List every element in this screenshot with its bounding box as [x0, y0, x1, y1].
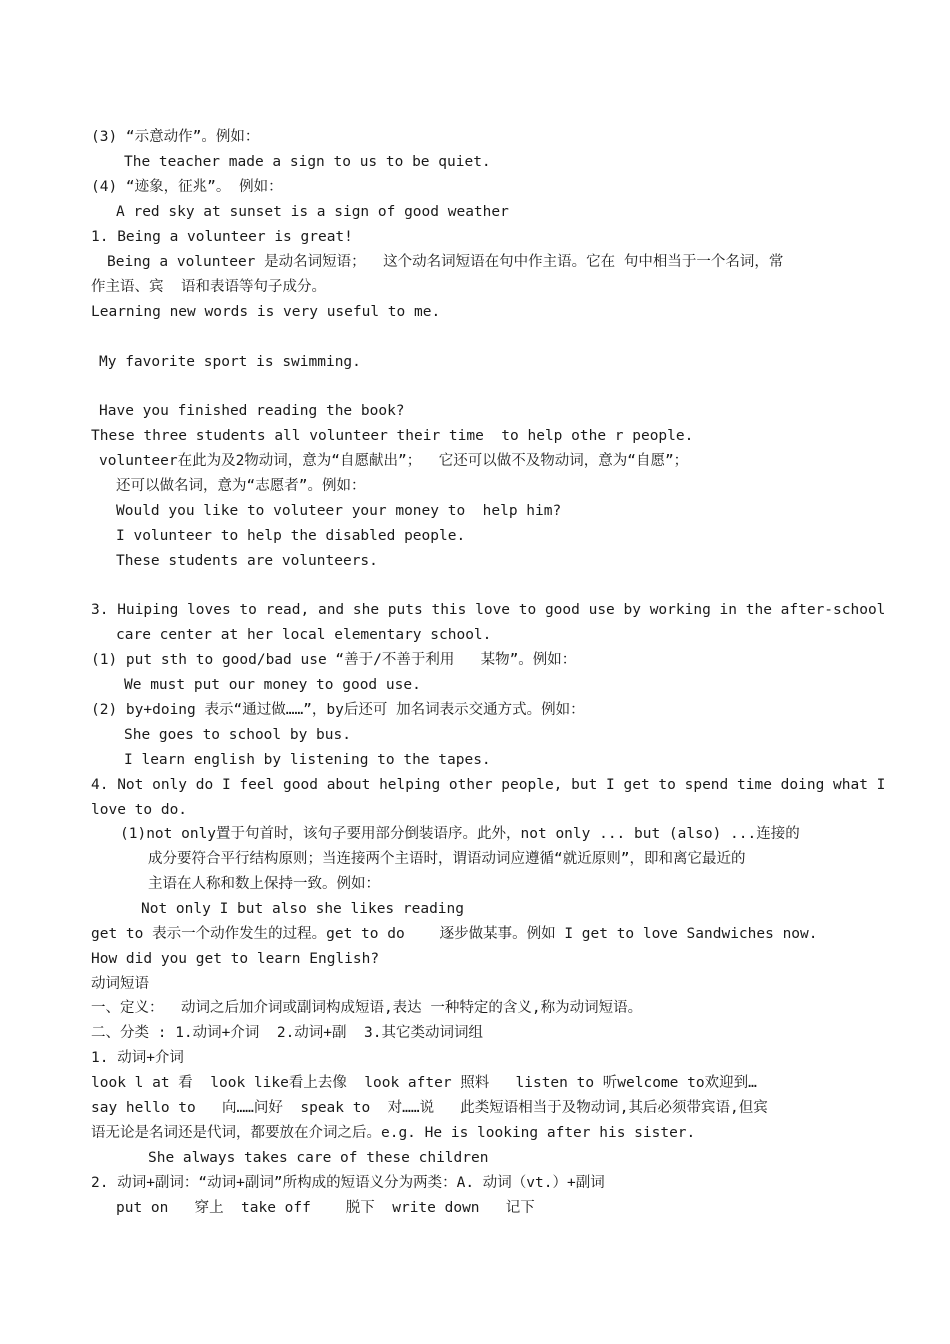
text-line: Being a volunteer 是动名词短语； 这个动名词短语在句中作主语。它在 句中相当于一个名词，常 [107, 254, 784, 270]
text-line: She goes to school by bus. [124, 727, 351, 743]
text-line: A red sky at sunset is a sign of good weather [116, 204, 509, 220]
text-line: These students are volunteers. [116, 553, 378, 569]
text-line: 还可以做名词，意为“志愿者”。例如： [116, 478, 366, 494]
text-line: 语无论是名词还是代词，都要放在介词之后。e.g. He is looking after his sister. [91, 1125, 696, 1141]
text-line: She always takes care of these children [148, 1150, 489, 1166]
text-line: 动词短语 [91, 976, 149, 992]
text-line: care center at her local elementary school. [116, 627, 492, 643]
text-line: 1. Being a volunteer is great! [91, 229, 353, 245]
text-line: 成分要符合平行结构原则；当连接两个主语时，谓语动词应遵循“就近原则”，即和离它最近的 [148, 851, 746, 867]
text-line: I volunteer to help the disabled people. [116, 528, 466, 544]
text-line: 2. 动词+副词：“动词+副词”所构成的短语义分为两类：A. 动词（vt.）+副词 [91, 1175, 605, 1191]
text-line: (4) “迹象，征兆”。 例如： [91, 179, 283, 195]
text-line: put on 穿上 take off 脱下 write down 记下 [116, 1200, 535, 1216]
text-line: 一、定义： 动词之后加介词或副词构成短语,表达 一种特定的含义,称为动词短语。 [91, 1000, 643, 1016]
text-line: Have you finished reading the book? [99, 403, 405, 419]
text-line: These three students all volunteer their time to help othe r people. [91, 428, 694, 444]
text-line: Not only I but also she likes reading [141, 901, 465, 917]
text-line: volunteer在此为及2物动词，意为“自愿献出”； 它还可以做不及物动词，意为“自愿”； [99, 453, 689, 469]
text-line: Would you like to voluteer your money to help him? [116, 503, 562, 519]
text-line: My favorite sport is swimming. [99, 354, 361, 370]
text-line: 二、分类 : 1.动词+介词 2.动词+副 3.其它类动词词组 [91, 1025, 483, 1041]
text-line: (1) put sth to good/bad use “善于/不善于利用 某物”。例如： [91, 652, 577, 668]
text-line: love to do. [91, 802, 188, 818]
text-line: We must put our money to good use. [124, 677, 421, 693]
text-line: I learn english by listening to the tapes. [124, 752, 491, 768]
text-line: 主语在人称和数上保持一致。例如： [148, 876, 380, 892]
text-line: 1. 动词+介词 [91, 1050, 184, 1066]
text-line: How did you get to learn English? [91, 951, 380, 967]
text-line: Learning new words is very useful to me. [91, 304, 441, 320]
text-line: get to 表示一个动作发生的过程。get to do 逐步做某事。例如 I get to love Sandwiches now. [91, 926, 818, 942]
text-line: say hello to 向……问好 speak to 对……说 此类短语相当于及物动词,其后必须带宾语,但宾 [91, 1100, 768, 1116]
text-line: 作主语、宾 语和表语等句子成分。 [91, 279, 326, 295]
text-line: 4. Not only do I feel good about helping other people, but I get to spend time doing what I [91, 777, 886, 793]
text-line: (2) by+doing 表示“通过做……”，by后还可 加名词表示交通方式。例如： [91, 702, 585, 718]
text-line: (3) “示意动作”。例如： [91, 129, 260, 145]
text-line: (1)not only置于句首时，该句子要用部分倒装语序。此外，not only ... but (also) ...连接的 [120, 826, 800, 842]
text-line: look l at 看 look like看上去像 look after 照料 listen to 听welcome to欢迎到… [91, 1075, 757, 1091]
text-line: The teacher made a sign to us to be quiet. [124, 154, 491, 170]
text-line: 3. Huiping loves to read, and she puts this love to good use by working in the after-school [91, 602, 886, 618]
